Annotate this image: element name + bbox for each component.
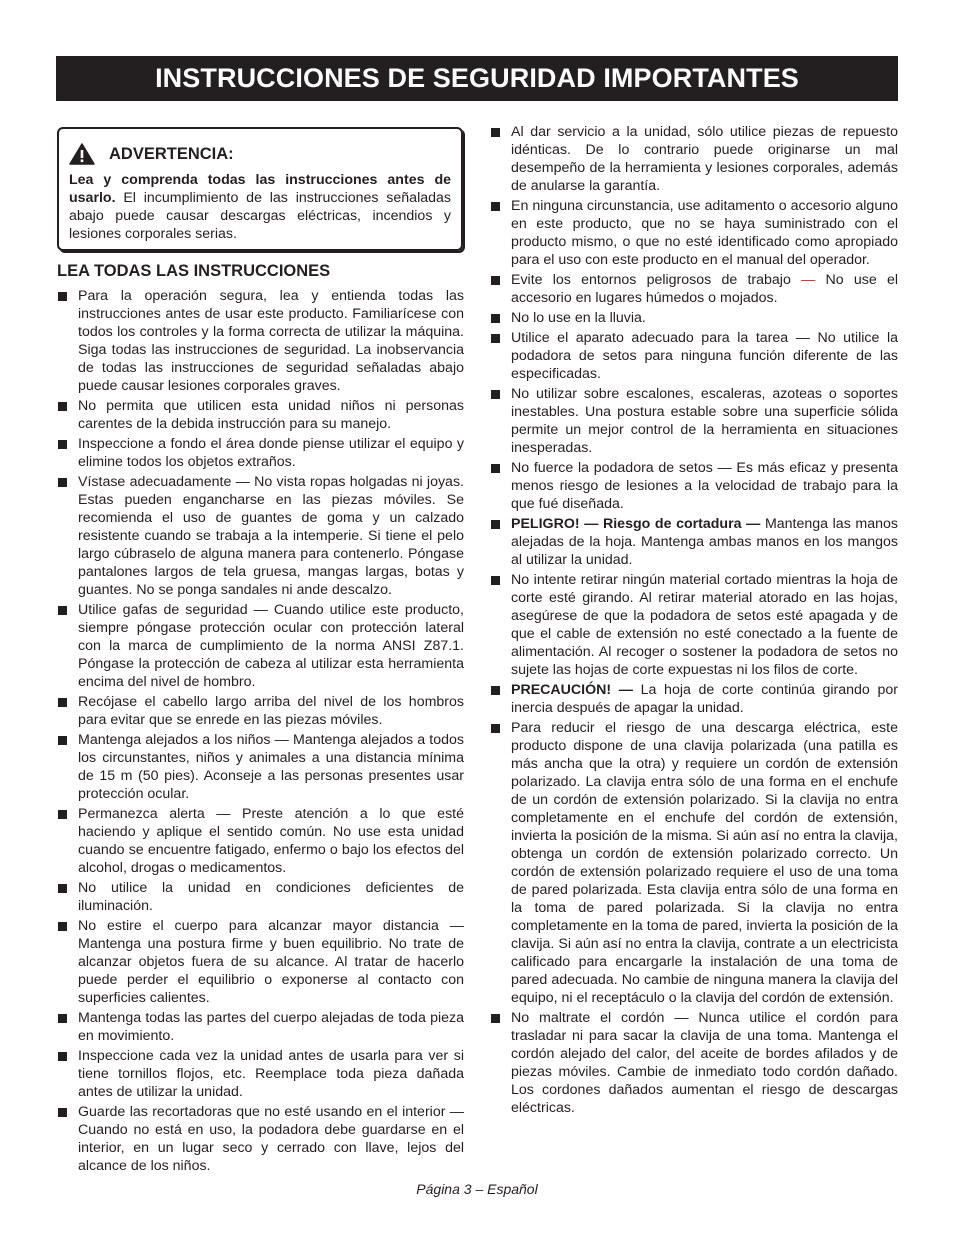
bullet-square-icon: [58, 440, 67, 449]
warning-heading: ADVERTENCIA:: [109, 144, 234, 163]
list-item: PRECAUCIÓN! — La hoja de corte continúa girando por inercia después de apagar la unidad.: [490, 681, 898, 717]
danger-label: PELIGRO! — Riesgo de cortadura —: [511, 516, 761, 532]
warning-text: [69, 171, 451, 243]
warning-bold-text: Lea y comprenda todas las instrucciones antes de usarlo.: [69, 172, 451, 206]
caution-label: PRECAUCIÓN! —: [511, 682, 633, 698]
bullet-square-icon: [58, 1014, 67, 1023]
list-item: Permanezca alerta — Preste atención a lo que esté haciendo y aplique el sentido común. No use esta unidad cuando se encuentre fatigado, enfermo o bajo los efectos del alcohol, drogas o medicamentos.: [57, 805, 464, 877]
right-instruction-list: [490, 123, 898, 1119]
bullet-square-icon: [58, 478, 67, 487]
title-bar: [56, 56, 898, 101]
list-item: No utilice la unidad en condiciones deficientes de iluminación.: [57, 879, 464, 915]
warning-body-text: El incumplimiento de las instrucciones señaladas abajo puede causar descargas eléctricas, incendios y lesiones corporales serias.: [69, 190, 451, 242]
list-item: Al dar servicio a la unidad, sólo utilice piezas de repuesto idénticas. De lo contrario puede originarse un mal desempeño de la herramienta y lesiones corporales, además de anularse la garantía.: [490, 123, 898, 195]
list-item: Mantenga todas las partes del cuerpo alejadas de toda pieza en movimiento.: [57, 1009, 464, 1045]
list-item: Para reducir el riesgo de una descarga eléctrica, este producto dispone de una clavija polarizada (una patilla es más ancha que la otra) y requiere un cordón de extensión polarizado. La clavija entra sólo de una forma en el enchufe de un cordón de extensión polarizado. Si la clavija no entra completamente en el enchufe del cordón de extensión, invierta la posición de la misma. Si aún así no entra la clavija, obtenga un cordón de extensión polarizado correcto. Un cordón de extensión polarizado requiere el uso de una toma de pared polarizada. Esta clavija entra sólo de una forma en la toma de pared polarizada. Si la clavija no entra completamente en la toma de pared, invierta la posición de la clavija. Si aún así no entra la clavija, contrate a un electricista calificado para encargarle la instalación de una toma de pared adecuada. No cambie de ninguna manera la clavija del equipo, ni el receptáculo o la clavija del cordón de extensión.: [490, 719, 898, 1007]
list-item: No intente retirar ningún material cortado mientras la hoja de corte esté girando. Al retirar material atorado en las hojas, asegúrese de que la podadora de setos esté apagada y de que el cable de extensión no esté conectado a la fuente de alimentación. Al recoger o sostener la podadora de setos no sujete las hojas de corte expuestas ni los filos de corte.: [490, 571, 898, 679]
list-item: Guarde las recortadoras que no esté usando en el interior — Cuando no está en uso, la podadora debe guardarse en el interior, en un lugar seco y cerrado con llave, lejos del alcance de los niños.: [57, 1103, 464, 1175]
bullet-square-icon: [491, 334, 500, 343]
warning-header: [69, 143, 451, 165]
bullet-square-icon: [491, 390, 500, 399]
list-item: Recójase el cabello largo arriba del nivel de los hombros para evitar que se enrede en las piezas móviles.: [57, 693, 464, 729]
warning-triangle-icon: [69, 143, 95, 165]
bullet-square-icon: [58, 884, 67, 893]
list-item: En ninguna circunstancia, use aditamento o accesorio alguno en este producto, que no se haya suministrado con el producto mismo, o que no esté identificado como apropiado para el uso con este producto en el manual del operador.: [490, 197, 898, 269]
bullet-square-icon: [491, 1014, 500, 1023]
list-item: No fuerce la podadora de setos — Es más eficaz y presenta menos riesgo de lesiones a la velocidad de trabajo para la que fué diseñada.: [490, 459, 898, 513]
bullet-square-icon: [491, 520, 500, 529]
list-item: Utilice el aparato adecuado para la tarea — No utilice la podadora de setos para ninguna función diferente de las especificadas.: [490, 329, 898, 383]
bullet-square-icon: [491, 128, 500, 137]
bullet-square-icon: [491, 464, 500, 473]
list-item: No estire el cuerpo para alcanzar mayor distancia — Mantenga una postura firme y buen equilibrio. No trate de alcanzar objetos fuera de su alcance. Al tratar de hacerlo puede perder el equilibrio o exponerse al contacto con superficies calientes.: [57, 917, 464, 1007]
bullet-square-icon: [58, 736, 67, 745]
bullet-square-icon: [58, 1108, 67, 1117]
bullet-square-icon: [491, 724, 500, 733]
bullet-square-icon: [491, 576, 500, 585]
list-item: Inspeccione cada vez la unidad antes de usarla para ver si tiene tornillos flojos, etc. Reemplace toda pieza dañada antes de utilizar la unidad.: [57, 1047, 464, 1101]
left-instruction-list: [57, 287, 464, 1177]
list-item: Para la operación segura, lea y entienda todas las instrucciones antes de usar este producto. Familiarícese con todos los controles y la forma correcta de utilizar la máquina. Siga todas las instrucciones de seguridad. La inobservancia de todas las instrucciones de seguridad señaladas abajo puede causar lesiones corporales graves.: [57, 287, 464, 395]
list-item: PELIGRO! — Riesgo de cortadura — Mantenga las manos alejadas de la hoja. Mantenga ambas manos en los mangos al utilizar la unidad.: [490, 515, 898, 569]
list-item: No maltrate el cordón — Nunca utilice el cordón para trasladar ni para sacar la clavija de una toma. Mantenga el cordón alejado del calor, del aceite de bordes afilados y de piezas móviles. Cambie de inmediato todo cordón dañado. Los cordones dañados aumentan el riesgo de descargas eléctricas.: [490, 1009, 898, 1117]
bullet-square-icon: [58, 292, 67, 301]
bullet-square-icon: [491, 686, 500, 695]
section-heading: LEA TODAS LAS INSTRUCCIONES: [57, 262, 331, 280]
bullet-square-icon: [491, 314, 500, 323]
bullet-square-icon: [58, 402, 67, 411]
bullet-square-icon: [58, 810, 67, 819]
bullet-square-icon: [58, 606, 67, 615]
page-footer: Página 3 – Español: [416, 1181, 538, 1197]
list-item: Evite los entornos peligrosos de trabajo — No use el accesorio en lugares húmedos o mojados.: [490, 271, 898, 307]
list-item: Inspeccione a fondo el área donde piense utilizar el equipo y elimine todos los objetos extraños.: [57, 435, 464, 471]
red-dash: —: [801, 272, 816, 288]
list-item: Mantenga alejados a los niños — Mantenga alejados a todos los circunstantes, niños y animales a una distancia mínima de 15 m (50 pies). Aconseje a las personas presentes usar protección ocular.: [57, 731, 464, 803]
bullet-square-icon: [58, 922, 67, 931]
page-title: INSTRUCCIONES DE SEGURIDAD IMPORTANTES: [155, 63, 799, 93]
bullet-square-icon: [58, 698, 67, 707]
list-item: Utilice gafas de seguridad — Cuando utilice este producto, siempre póngase protección ocular con protección lateral con la marca de cumplimiento de la norma ANSI Z87.1. Póngase la protección de cabeza al utilizar esta herramienta encima del nivel de hombro.: [57, 601, 464, 691]
bullet-square-icon: [491, 276, 500, 285]
bullet-square-icon: [58, 1052, 67, 1061]
warning-box: [57, 127, 463, 251]
list-item: No utilizar sobre escalones, escaleras, azoteas o soportes inestables. Una postura estable sobre una superficie sólida permite un mejor control de la herramienta en situaciones inesperadas.: [490, 385, 898, 457]
list-item: No lo use en la lluvia.: [490, 309, 898, 327]
list-item: No permita que utilicen esta unidad niños ni personas carentes de la debida instrucción para su manejo.: [57, 397, 464, 433]
list-item: Vístase adecuadamente — No vista ropas holgadas ni joyas. Estas pueden engancharse en las piezas móviles. Se recomienda el uso de guantes de goma y un calzado resistente cuando se trabaja a la intemperie. Si tiene el pelo largo cúbraselo de alguna manera para contenerlo. Póngase pantalones largos de tela gruesa, mangas largas, botas y guantes. No se ponga sandales ni ande descalzo.: [57, 473, 464, 599]
bullet-square-icon: [491, 202, 500, 211]
